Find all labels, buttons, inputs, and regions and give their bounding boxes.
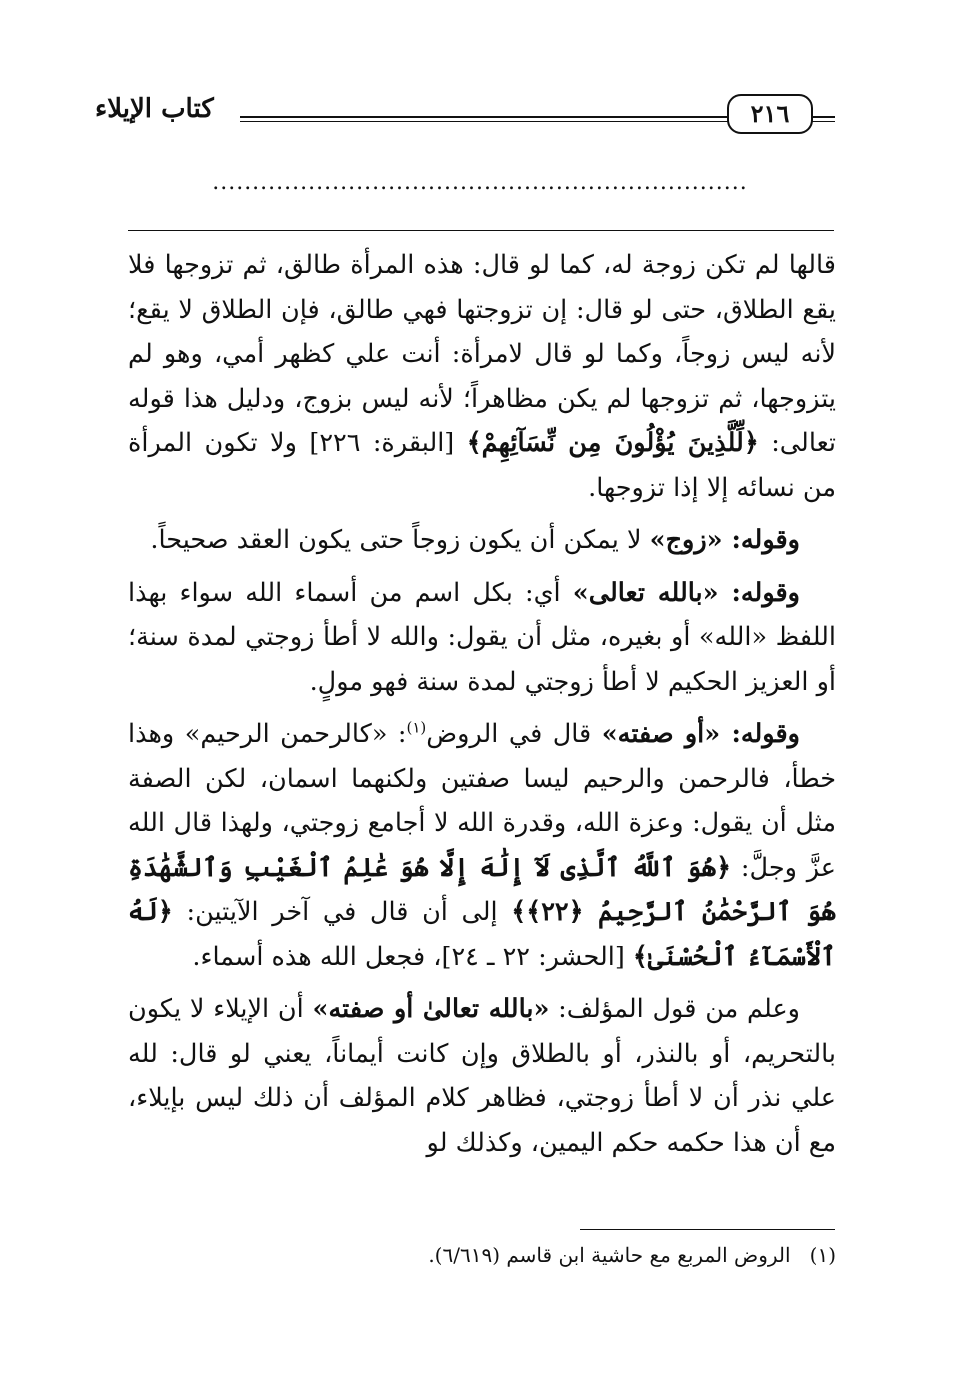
paragraph-1 — [128, 243, 836, 510]
footnote-rule — [580, 1229, 835, 1230]
page-header — [95, 92, 835, 136]
paragraph-2 — [128, 518, 836, 563]
paragraph-bold: «بالله تعالىٰ أو صفته» — [312, 994, 550, 1024]
paragraph-text: إلى أن قال في آخر الآيتين: — [172, 897, 512, 927]
quran-verse: ﴿هُوَ ٱللَّهُ ٱلَّذِى لَآ إِلَٰهَ إِلَّا هُوَ عَٰلِمُ ٱلْغَيْبِ وَٱلشَّهَٰدَةِ هُوَ ٱلرَّحْمَٰنُ ٱلرَّحِيمُ ﴿٢٢﴾﴾ — [128, 852, 836, 927]
page-number: ٢١٦ — [727, 94, 813, 134]
top-rule — [128, 230, 834, 231]
paragraph-text: [الحشر: ٢٢ ـ ٢٤]، فجعل الله هذه أسماء. — [192, 941, 633, 972]
paragraph-text: وعلم من قول المؤلف: — [549, 994, 800, 1024]
dotted-separator: ................................................................... — [212, 170, 748, 195]
paragraph-4 — [128, 712, 836, 979]
quran-verse: ﴿لَهُ ٱلْأَسْمَآءُ ٱلْحُسْنَىٰ﴾ — [128, 897, 836, 972]
paragraph-3 — [128, 571, 836, 705]
paragraph-lead: وقوله: «زوج» — [649, 525, 800, 555]
paragraph-lead: وقوله: «بالله تعالى» — [572, 577, 800, 608]
footnote-reference[interactable]: (١) — [406, 718, 427, 737]
paragraph-text: : «كالرحمن الرحيم» وهذا خطأ، فالرحمن والرحيم ليسا صفتين ولكنهما اسمان، لكن الصفة مثل أن يقول: وعزة الله، وقدرة الله لا أجامع زوجتي، ولهذا قال الله عزَّ وجلَّ: — [128, 719, 836, 883]
footnote — [128, 1240, 836, 1270]
paragraph-text: قالها لم تكن زوجة له، كما لو قال: هذه المرأة طالق، ثم تزوجها فلا يقع الطلاق، حتى لو قال: إن تزوجتها فهي طالق، فإن الطلاق لا يقع؛ لأنه ليس زوجاً، وكما لو قال لامرأة: أنت علي كظهر أمي، وهو لم يتزوجها، ثم تزوجها لم يكن مظاهراً؛ لأنه ليس بزوج، ودليل هذا قوله تعالى: — [128, 250, 836, 458]
paragraph-5 — [128, 987, 836, 1165]
quran-verse: ﴿لِّلَّذِينَ يُؤْلُونَ مِن نِّسَآئِهِمْ﴾ — [466, 428, 759, 458]
paragraph-text: أي: بكل اسم من أسماء الله سواء بهذا اللفظ «الله» أو بغيره، مثل أن يقول: والله لا أطأ زوجتي لمدة سنة؛ أو العزيز الحكيم لا أطأ زوجتي لمدة سنة فهو مولٍ. — [128, 577, 836, 697]
page-body — [128, 243, 836, 1173]
paragraph-text: أن الإيلاء لا يكون بالتحريم، أو بالنذر، أو بالطلاق وإن كانت أيماناً، يعني لو قال: لله علي نذر أن لا أطأ زوجتي، فظاهر كلام المؤلف أن ذلك ليس بإيلاء، مع أن هذا حكمه حكم اليمين، وكذلك لو — [128, 994, 836, 1158]
footnote-number: (١) — [809, 1243, 836, 1267]
paragraph-text: [البقرة: ٢٢٦] ولا تكون المرأة من نسائه إلا إذا تزوجها. — [128, 428, 836, 503]
paragraph-lead: وقوله: «أو صفته» — [601, 719, 800, 749]
paragraph-text: لا يمكن أن يكون زوجاً حتى يكون العقد صحيحاً. — [150, 525, 650, 555]
footnote-text: الروض المربع مع حاشية ابن قاسم (٦/٦١٩). — [428, 1243, 791, 1267]
book-title: كتاب الإيلاء — [95, 94, 214, 124]
paragraph-text: قال في الروض — [426, 719, 602, 749]
